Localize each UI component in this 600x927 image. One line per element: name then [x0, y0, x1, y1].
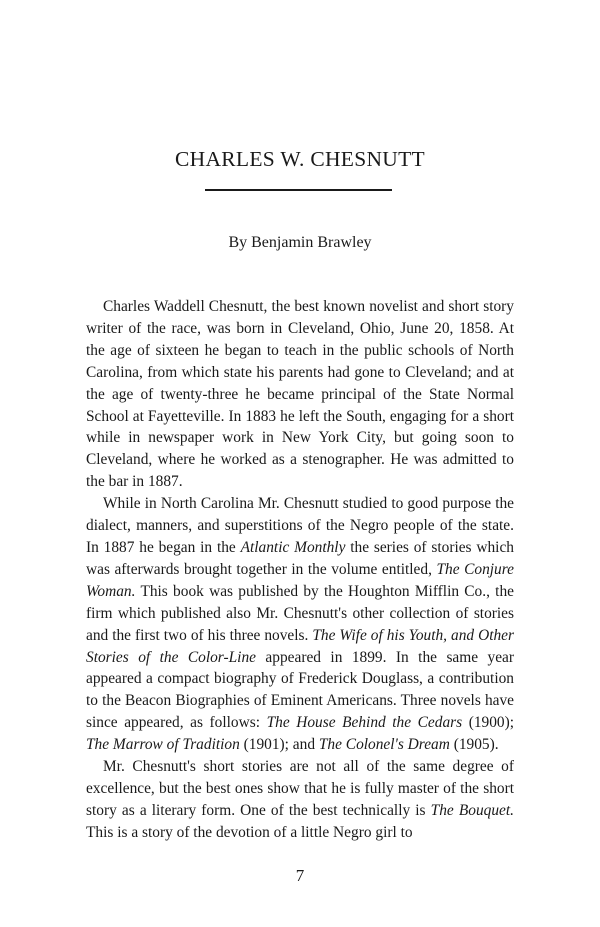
- italic-title-text: The Marrow of Tradition: [86, 736, 240, 754]
- italic-title-text: The Bouquet.: [430, 801, 515, 819]
- italic-title-text: Atlantic Monthly: [240, 538, 346, 556]
- text-run: This book was published by the Houghton Mifflin Co., the firm which published also Mr. Chesnutt's other collection of stories and the first two of his three novels.: [86, 582, 514, 644]
- italic-title-text: The House Behind the Cedars: [266, 714, 463, 732]
- italic-title-text: The Wife of his Youth, and Other Stories of the Color-Line: [86, 626, 514, 666]
- page-number: 7: [295, 866, 305, 885]
- paragraph: [86, 296, 514, 493]
- text-run: This is a story of the devotion of a little Negro girl to: [86, 823, 413, 841]
- text-run: (1901); and: [239, 736, 319, 754]
- text-run: While in North Carolina Mr. Chesnutt studied to good purpose the dialect, manners, and superstitions of the Negro people of the state. In 1887 he began in the: [86, 495, 514, 556]
- text-run: Charles Waddell Chesnutt, the best known novelist and short story writer of the race, was born in Cleveland, Ohio, June 20, 1858. At the age of sixteen he began to teach in the public schools of North Carolina, from which state his parents had gone to Cleveland; and at the age of twenty-three he became principal of the State Normal School at Fayetteville. In 1883 he left the South, engaging for a short while in newspaper work in New York City, but going soon to Cleveland, where he worked as a stenographer. He was admitted to the bar in 1887.: [86, 298, 514, 491]
- title-rule: [205, 189, 392, 191]
- text-run: Mr. Chesnutt's short stories are not all of the same degree of excellence, but the best ones show that he is fully master of the short story as a literary form. One of the best technically is: [86, 758, 514, 819]
- paragraph: [86, 493, 514, 756]
- text-run: (1905).: [449, 736, 499, 754]
- text-run: the series of stories which was afterwards brought together in the volume entitled,: [86, 538, 514, 578]
- text-run: appeared in 1899. In the same year appeared a compact biography of Frederick Douglass, a contribution to the Beacon Biographies of Eminent Americans. Three novels have since appeared, as follows:: [86, 648, 514, 732]
- italic-title-text: The Colonel's Dream: [318, 736, 450, 754]
- text-run: (1900);: [462, 714, 515, 732]
- chapter-title: CHARLES W. CHESNUTT: [175, 147, 425, 171]
- italic-title-text: The Conjure Woman.: [86, 560, 514, 600]
- author-byline: By Benjamin Brawley: [228, 234, 372, 251]
- paragraph: [86, 756, 514, 844]
- body-text: [86, 296, 514, 844]
